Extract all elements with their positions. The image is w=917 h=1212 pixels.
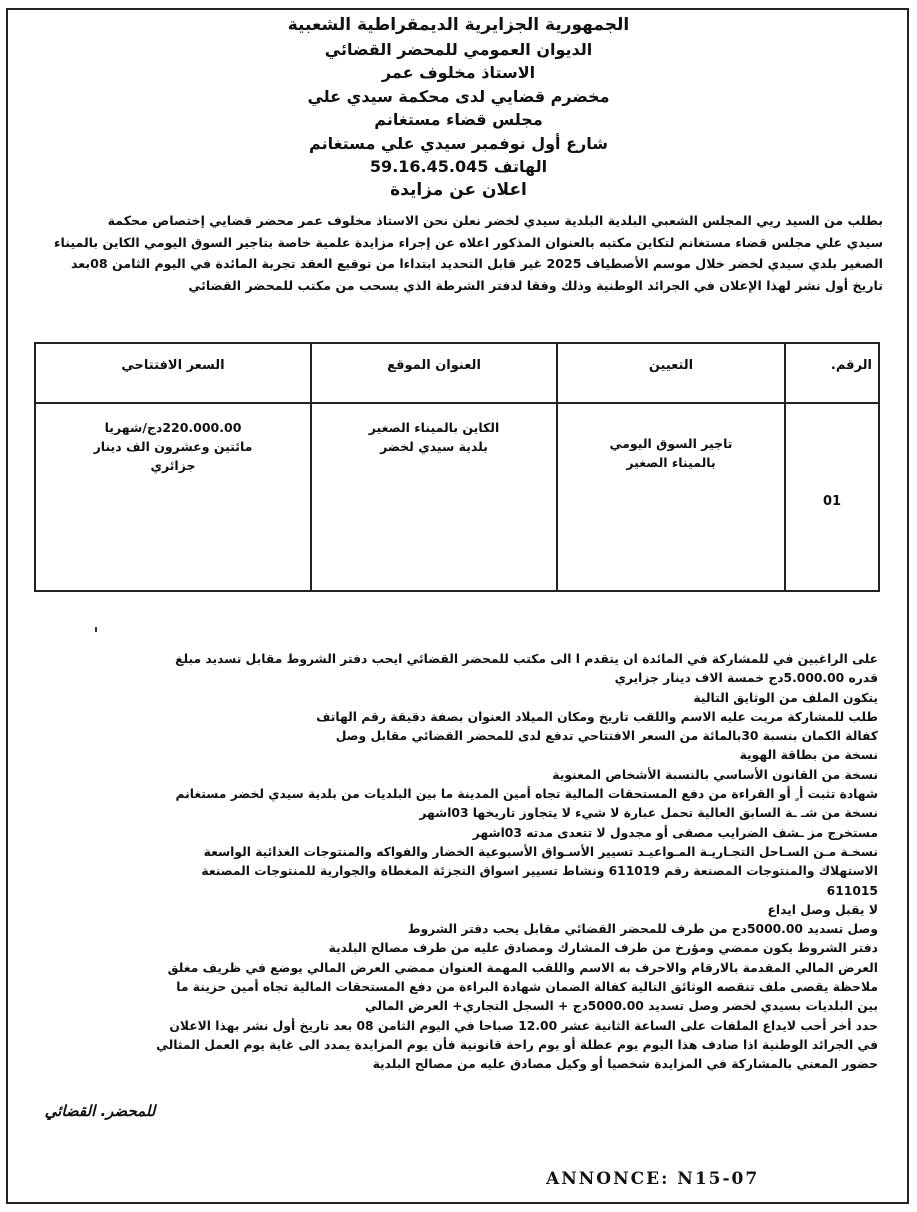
intro-line: تاريخ أول نشر لهذا الإعلان في الجرائد الوطنية وذلك وفقا لدفتر الشرطة الذي يسحب من مكتب للمحضر القضائي (188, 277, 883, 293)
signature: للمحضر. القضائي (44, 1102, 156, 1120)
condition-line: العرض المالي المقدمة بالارقام والاحرف به الاسم واللقب المهمة العنوان ممضي العرض المالي يوضع في ظريف مغلق (167, 960, 878, 975)
intro-line: بطلب من السيد ريي المجلس الشعبي البلدية البلدية سيدي لخضر نعلن نحن الاستاذ مخلوف عمر محضر قضايي إختصاص محكمة (107, 213, 883, 228)
table-row (35, 403, 879, 591)
header-court: مخضرم قضايي لدى محكمة سيدي علي (307, 86, 610, 106)
condition-line: وصل تسديد 5000.00دج من طرف للمحضر القضائي مقابل يحب دفتر الشروط (407, 922, 878, 937)
conditions-list (40, 650, 878, 1075)
condition-line: لا يقبل وصل ايداع (767, 902, 878, 917)
address-line: بلدية سيدي لخضر (380, 439, 488, 454)
condition-line: الاستهلاك والمنتوجات المصنعة رقم 611019 ونشاط تسيير اسواق التجزئة المغطاة والجوارية للمنتوجات المصنعة (201, 864, 878, 879)
intro-line: الصغير بلدي سيدي لخضر خلال موسم الأصطياف 2025 غير قابل التحديد ابتداءا من توقيع العقد تجربة المائدة في اليوم الثامن 08بعد (70, 256, 883, 271)
row-designation (557, 403, 785, 591)
condition-line: كفالة الكمان بنسبة 30بالمائة من السعر الافتتاحي تدفع لدى للمحضر القضائي مقابل وصل (335, 729, 878, 744)
condition-line: نسخة من شـ ـة السابق العالية تحمل عبارة لا شيء لا يتجاوز تاريخها 03اشهر (419, 806, 878, 821)
condition-line: بين البلديات بسيدي لخضر وصل تسديد 5000.00دج + السجل التجاري+ العرض المالي (365, 999, 878, 1014)
condition-line: 611015 (826, 883, 878, 898)
condition-line: شهادة تثبت أ ٍ أو القراءة من دفع المستحقات المالية تجاه أمين المدينة ما بين البلديات من بلدية سيدي لخضر مستغانم (175, 787, 878, 802)
condition-line: دفتر الشروط يكون ممضي ومؤرخ من طرف المشارك ومصادق عليه من طرف مصالح البلدية (328, 941, 878, 956)
header-council: مجلس قضاء مستغانم (374, 110, 543, 129)
condition-line: حضور المعني بالمشاركة في المزايدة شخصيا أو وكيل مصادق عليه من مصالح البلدية (372, 1057, 878, 1072)
condition-line: في الجرائد الوطنية اذا صادف هذا اليوم يوم عطلة أو يوم راحة قانونية فأن يوم المزايدة يمدد الى غاية يوم العمل المثالي (156, 1037, 878, 1052)
price-line: 220.000.00دج/شهريا (104, 420, 242, 435)
condition-line: طلب للمشاركة مريت عليه الاسم واللقب تاريخ ومكان الميلاد العنوان بصفة دقيقة رقم الهاتف (316, 709, 878, 724)
row-address (311, 403, 557, 591)
condition-line: نسخة من بطاقة الهوية (739, 748, 878, 763)
condition-line: ملاحظة يقصى ملف تنقصه الوثائق التالية كفالة الضمان شهادة البراءة من دفع المستحقات المالية تجاه أمين حزينة ما (176, 980, 878, 995)
designation-line: تاجير السوق اليومي (609, 436, 733, 451)
col-address: العنوان الموقع (311, 343, 557, 403)
header-bailiff-name: الاستاذ مخلوف عمر (381, 63, 536, 82)
condition-line: نسخـة مـن السـاحل التجـاريـة المـواعيـد تسيير الأسـواق الأسبوعية الخضار والفواكه والمنتوجات الغذائية الواسعة (203, 844, 878, 859)
price-line: مائتين وعشرون الف دينار (93, 439, 253, 454)
designation-line: بالميناء الصغير (626, 455, 716, 470)
header-republic: الجمهورية الجزايرية الديمقراطية الشعبية (287, 15, 630, 35)
condition-line: قدره 5.000.00دج خمسة الاف دينار جزايري (614, 671, 878, 686)
header-office: الديوان العمومي للمحضر القضائي (324, 39, 593, 59)
col-designation: التعيين (557, 343, 785, 403)
condition-line: مستخرج مز ـشف الضرايب مصفى أو مجدول لا تتعدى مدته 03اشهر (472, 825, 878, 840)
col-number: الرقم. (785, 343, 879, 403)
intro-paragraph (30, 210, 883, 296)
row-price (35, 403, 311, 591)
header-address: شارع أول نوفمبر سيدي علي مستغانم (309, 133, 608, 153)
condition-line: نسخة من القانون الأساسي بالنسبة الأشخاص المعنوية (552, 767, 878, 782)
header-phone: الهاتف 59.16.45.045 (369, 157, 548, 176)
stray-mark (95, 627, 97, 632)
col-price: السعر الافتتاحي (35, 343, 311, 403)
table-header-row (35, 343, 879, 403)
header (60, 14, 857, 202)
row-number: 01 (785, 403, 879, 591)
condition-line: على الراغبين في للمشاركة في المائدة ان يتقدم ا الى مكتب للمحضر القضائي ايحب دفتر الشروط مقابل تسديد مبلغ (175, 652, 878, 666)
condition-line: حدد أخر أحب لايداع الملفات على الساعة الثانية عشر 12.00 صباحا في اليوم الثامن 08 بعد تاريخ أول نشر بهذا الاعلان (169, 1018, 878, 1033)
intro-line: سيدي علي مجلس قضاء مستغانم لتكاين مكتبه بالعنوان المذكور اعلاه عن إجراء مزايدة علمية خاصة بتاجير السوق اليومي الكاين بالميناء (54, 234, 883, 250)
page-title: اعلان عن مزايدة (390, 179, 527, 200)
condition-line: يتكون الملف من الوثايق التالية (693, 690, 878, 705)
annonce-reference: ANNONCE: N15-07 (546, 1169, 760, 1189)
address-line: الكاين بالميناء الصغير (368, 420, 500, 435)
price-line: جزائري (150, 458, 196, 473)
auction-table (34, 342, 880, 592)
